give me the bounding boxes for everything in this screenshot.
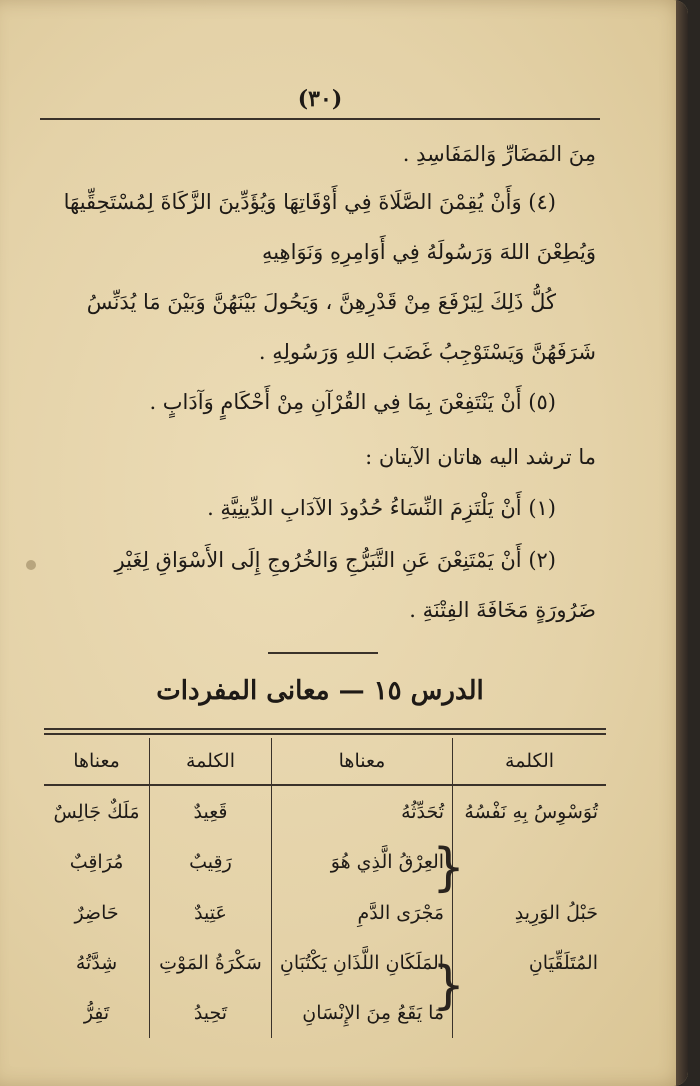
section-divider bbox=[268, 652, 378, 654]
vocab-word: قَعِيدٌ bbox=[150, 785, 272, 837]
text-line-7: ما ترشد اليه هاتان الآيتان : bbox=[365, 445, 596, 469]
table-row bbox=[44, 938, 606, 988]
vocab-meaning: تُحَدِّثُهُ bbox=[271, 785, 452, 837]
vocab-meaning: مَا يَقَعُ مِنَ الإِنْسَانِ bbox=[271, 988, 452, 1038]
table-row bbox=[44, 888, 606, 938]
table-row bbox=[44, 837, 606, 887]
brace-left-1: } bbox=[432, 838, 466, 898]
text-line-2: (٤) وَأَنْ يُقِمْنَ الصَّلَاةَ فِي أَوْقَاتِهَا وَيُؤَدِّينَ الزَّكَاةَ لِمُسْتَحِقِّيهَا bbox=[63, 190, 556, 214]
vocab-word: تُوَسْوِسُ بِهِ نَفْسُهُ bbox=[453, 785, 606, 837]
table-row bbox=[44, 988, 606, 1038]
vocab-meaning: شِدَّتُهُ bbox=[75, 951, 118, 974]
header-meaning-2: معناها bbox=[44, 738, 150, 785]
vocab-word: المُتَلَقِّيَانِ bbox=[453, 938, 606, 988]
text-line-1: مِنَ المَضَارِّ وَالمَفَاسِدِ . bbox=[402, 142, 596, 166]
vocab-meaning: مُرَاقِبٌ bbox=[69, 851, 124, 874]
vocab-table bbox=[44, 738, 606, 1038]
header-meaning-1: معناها bbox=[271, 738, 452, 785]
page-edge bbox=[676, 0, 688, 1086]
header-word-1: الكلمة bbox=[453, 738, 606, 785]
text-line-4: كُلُّ ذَلِكَ لِيَرْفَعَ مِنْ قَدْرِهِنَّ ، وَيَحُولَ بَيْنَهُنَّ وَبَيْنَ مَا يُدَنِّسُ bbox=[86, 290, 556, 314]
text-line-8: (١) أَنْ يَلْتَزِمَ النِّسَاءُ حُدُودَ الآدَابِ الدِّينِيَّةِ . bbox=[207, 496, 556, 520]
header-rule bbox=[40, 118, 600, 120]
vocab-word: حَبْلُ الوَرِيدِ bbox=[453, 888, 606, 938]
text-line-5: شَرَفَهُنَّ وَيَسْتَوْجِبُ غَضَبَ اللهِ وَرَسُولِهِ . bbox=[258, 340, 596, 364]
text-line-3: وَيُطِعْنَ اللهَ وَرَسُولَهُ فِي أَوَامِرِهِ وَنَوَاهِيهِ bbox=[261, 240, 596, 264]
vocab-header-row bbox=[44, 738, 606, 785]
vocab-word bbox=[453, 837, 606, 887]
brace-left-2: } bbox=[432, 956, 466, 1016]
vocab-word: رَقِيبٌ bbox=[150, 837, 272, 887]
page-number: (٣٠) bbox=[297, 86, 343, 112]
page-spot bbox=[26, 560, 36, 570]
table-top-rule-2 bbox=[44, 733, 606, 735]
vocab-word bbox=[453, 988, 606, 1038]
vocab-meaning: مَلَكٌ جَالِسٌ bbox=[53, 800, 140, 823]
vocab-meaning: العِرْقُ الَّذِي هُوَ bbox=[271, 837, 452, 887]
text-line-10: ضَرُورَةٍ مَخَافَةَ الفِتْنَةِ . bbox=[409, 598, 596, 622]
header-word-2: الكلمة bbox=[150, 738, 272, 785]
table-row bbox=[44, 785, 606, 837]
vocab-meaning: المَلَكَانِ اللَّذَانِ يَكْتُبَانِ bbox=[271, 938, 452, 988]
text-line-6: (٥) أَنْ يَنْتَفِعْنَ بِمَا فِي القُرْآنِ مِنْ أَحْكَامٍ وَآدَابٍ . bbox=[149, 390, 556, 414]
vocab-meaning: تَفِرُّ bbox=[83, 1001, 110, 1024]
text-line-9: (٢) أَنْ يَمْتَنِعْنَ عَنِ التَّبَرُّجِ وَالخُرُوجِ إِلَى الأَسْوَاقِ لِغَيْرِ bbox=[114, 548, 556, 572]
vocab-word: عَتِيدٌ bbox=[150, 888, 272, 938]
vocab-meaning: حَاضِرٌ bbox=[74, 901, 119, 924]
lesson-title: الدرس ١٥ — معانى المفردات bbox=[156, 676, 484, 706]
vocab-meaning: مَجْرَى الدَّمِ bbox=[271, 888, 452, 938]
vocab-word: تَحِيدُ bbox=[150, 988, 272, 1038]
vocab-word: سَكْرَةُ المَوْتِ bbox=[150, 938, 272, 988]
table-top-rule-1 bbox=[44, 728, 606, 730]
